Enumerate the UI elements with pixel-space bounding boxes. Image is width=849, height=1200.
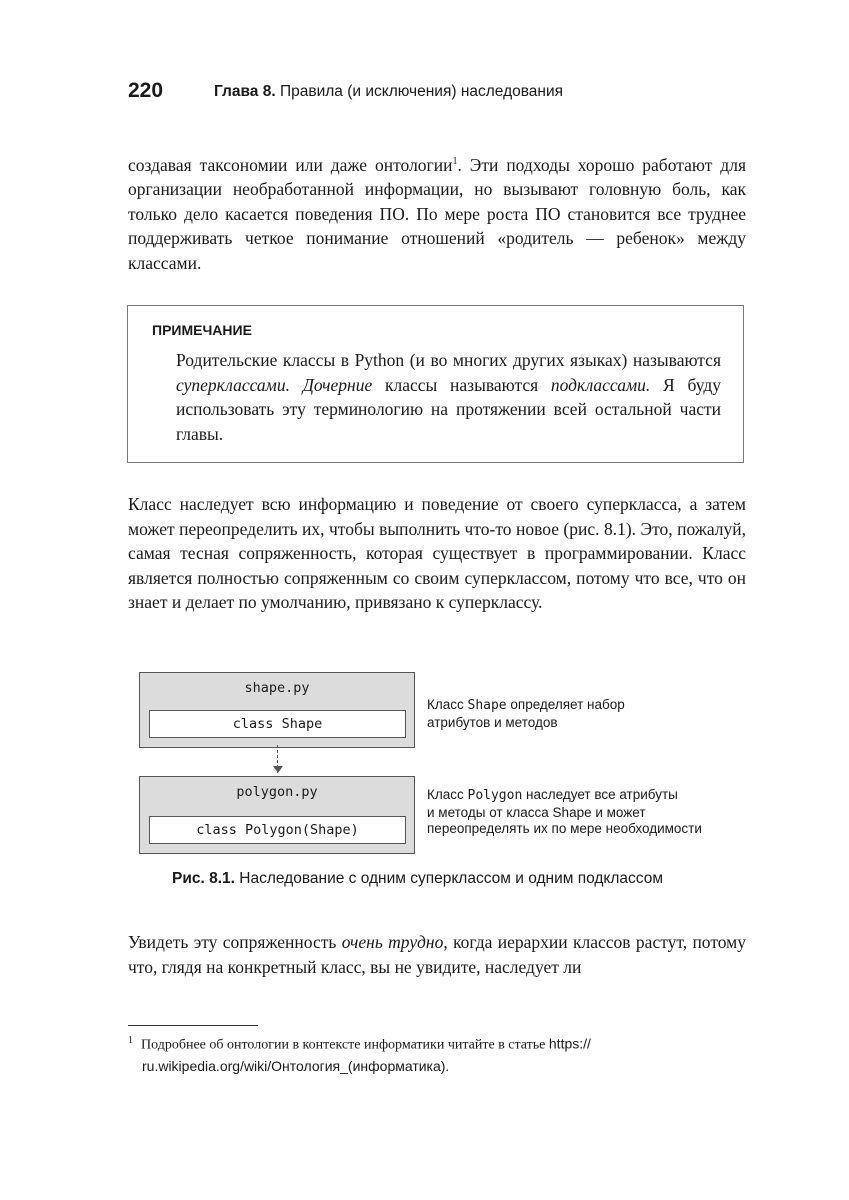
figure-label: Рис. 8.1.: [172, 870, 235, 887]
footnote-url[interactable]: https://: [548, 1035, 591, 1052]
chapter-heading: [214, 83, 563, 101]
polygon-caption: [427, 787, 747, 838]
paragraph-3-text-cont: , когда иерархии классов растут, потому что, глядя на конкретный класс, вы не увидите, наследует ли: [128, 932, 746, 977]
footnote-mark: 1: [128, 1035, 133, 1046]
polygon-caption-code: Polygon: [467, 788, 523, 803]
footnote-ref: 1: [452, 156, 458, 167]
shape-file-label: shape.py: [244, 680, 310, 696]
note-text: Родительские классы в Python (и во многих других языках) называются: [176, 350, 721, 370]
footnote-end: .: [445, 1059, 449, 1075]
paragraph-3: [128, 930, 746, 979]
note-em-subclasses: подклассами.: [550, 374, 651, 395]
paragraph-2: Класс наследует всю информацию и поведение от своего суперкласса, а затем может переопределить их, чтобы выполнить что-то новое (рис. 8.1). Это, пожалуй, самая тесная сопряженность, которая существует в программировании. Класс является полностью сопряженным со своим суперклассом, потому что все, что он знает и делает по умолчанию, привязано к суперклассу.: [128, 494, 746, 612]
chapter-label: Глава 8.: [214, 83, 276, 100]
chapter-title: Правила (и исключения) наследования: [279, 83, 564, 100]
inheritance-arrowhead: [273, 766, 283, 773]
note-title: ПРИМЕЧАНИЕ: [152, 322, 252, 338]
polygon-file-label: polygon.py: [236, 784, 318, 800]
paragraph-1-text-cont: . Эти подходы хорошо работают для организации необработанной информации, но вызывают головную боль, как только дело касается поведения ПО. По мере роста ПО становится все труднее поддерживать четкое понимание отношений «родитель — ребенок» между классами.: [128, 154, 746, 273]
footnote-text: Подробнее об онтологии в контексте информатики читайте в статье: [141, 1037, 549, 1053]
shape-class-box: class Shape: [149, 710, 406, 738]
polygon-class-box: class Polygon(Shape): [149, 816, 406, 844]
paragraph-1: [128, 150, 746, 275]
figure-caption: [172, 870, 663, 888]
note-em-superclasses: суперклассами.: [176, 374, 290, 395]
note-text: [290, 375, 303, 395]
paragraph-3-text: Увидеть эту сопряженность: [128, 932, 342, 952]
paragraph-3-em: очень трудно: [341, 932, 444, 952]
paragraph-1-text: создавая таксономии или даже онтологии: [128, 154, 453, 175]
footnote: [128, 1031, 748, 1078]
polygon-caption-line3: переопределять их по мере необходимости: [427, 821, 702, 836]
polygon-file-box: [139, 776, 415, 854]
shape-caption-text: Класс: [427, 697, 468, 712]
note-body: [176, 348, 721, 446]
polygon-caption-text: Класс: [427, 787, 468, 802]
shape-caption-code: Shape: [467, 698, 507, 713]
page-number: 220: [128, 79, 164, 102]
shape-caption-text: определяет набор: [506, 697, 625, 712]
shape-file-box: [139, 672, 415, 748]
note-text: Я буду использовать эту терминологию на протяжении всей остальной части главы.: [176, 374, 722, 444]
shape-caption: [427, 697, 747, 731]
polygon-caption-text: наследует все атрибуты: [522, 787, 678, 802]
footnote-divider: [128, 1025, 258, 1026]
polygon-caption-line2: и методы от класса Shape и может: [427, 804, 646, 820]
shape-caption-line2: атрибутов и методов: [427, 714, 558, 730]
note-text: классы называются: [372, 374, 551, 395]
note-em-child: Дочерние: [302, 374, 373, 395]
note-box: [127, 305, 744, 463]
running-header: [128, 76, 748, 108]
footnote-url-cont[interactable]: ru.wikipedia.org/wiki/Онтология_(информатика): [142, 1057, 446, 1074]
figure-title: Наследование с одним суперклассом и одним подклассом: [239, 870, 663, 887]
